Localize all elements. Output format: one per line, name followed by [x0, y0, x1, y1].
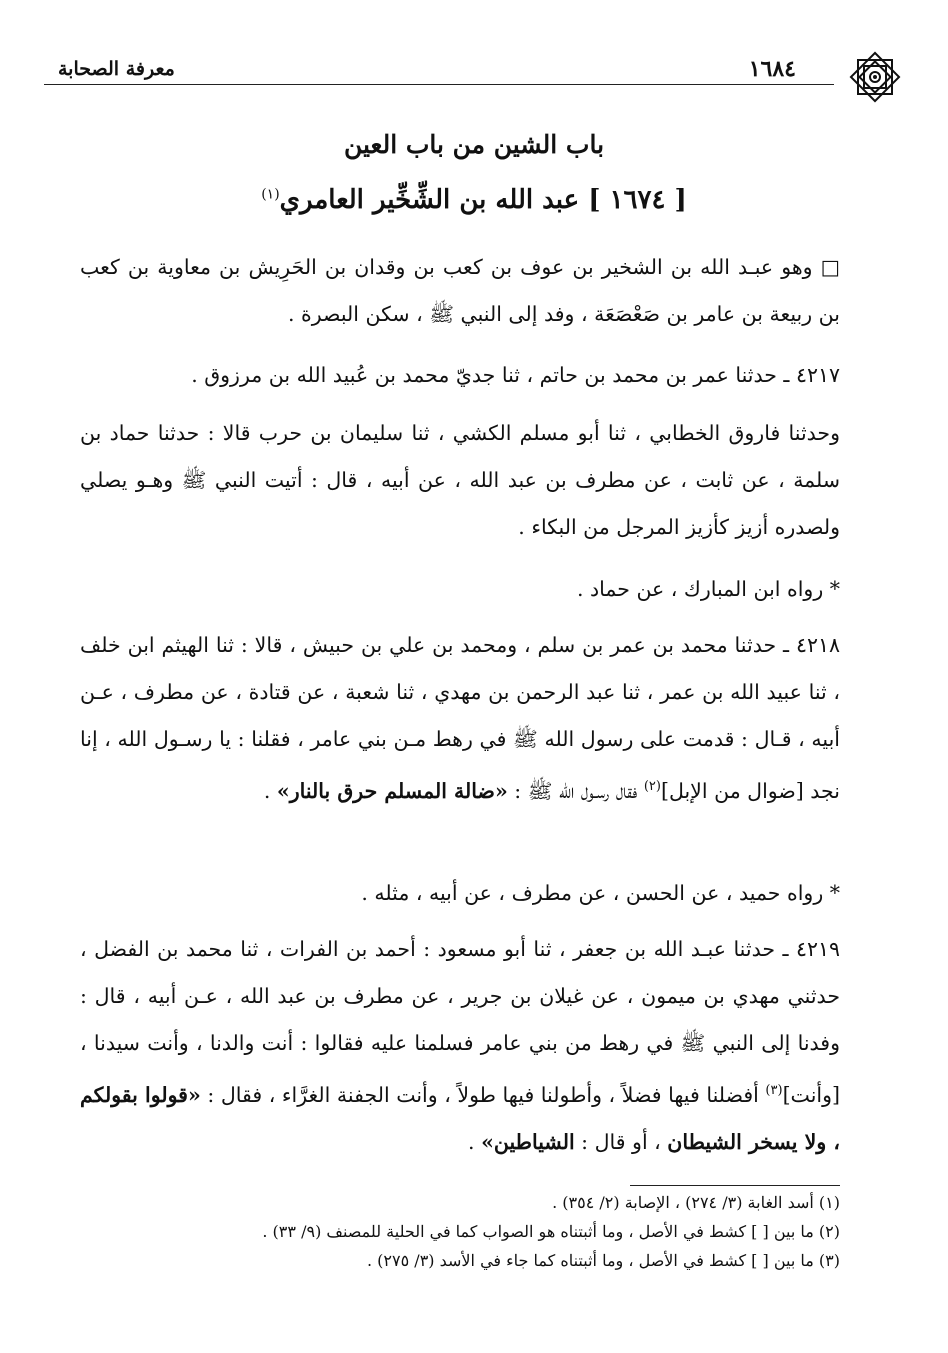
hadith-4218-body: [80, 622, 840, 815]
footnote-rule: [630, 1185, 840, 1186]
hadith-4218-note: [80, 870, 840, 917]
footnote-2: (٢) ما بين [ ] كشط في الأصل ، وما أثبتناه هو الصواب كما في الحلية للمصنف (٩/ ٣٣) .: [262, 1222, 840, 1241]
entry-title: [0, 185, 948, 215]
hadith-4219-quote-a: «قولوا بقولكم ، ولا يسخر الشيطان: [80, 1082, 840, 1154]
page-number: ١٦٨٤: [748, 56, 796, 82]
hadith-4218-text-a: ٤٢١٨ ـ حدثنا محمد بن عمر بن سلم ، ومحمد بن علي بن حبيش ، قالا : ثنا الهيثم ابن خلف ، ثنا عبيد الله بن عمر ، ثنا عبد الرحمن بن مهدي ، ثنا شعبة ، عن قتادة ، عن مطرف ، عـن أبيه ، قـال : قدمت على رسول الله ﷺ في رهط مـن بني عامر ، فقلنا : يا رسـول الله ، إنا نجد [ضوال من الإبل]: [80, 633, 840, 803]
hadith-4219-quote-b: الشياطين»: [481, 1129, 575, 1154]
hadith-4218-text-b: فقال رسـول الله ﷺ :: [507, 778, 644, 803]
hadith-4219: [80, 926, 840, 1166]
footnote-ref-3: (٣): [765, 1083, 783, 1098]
hadith-4218-quote: «ضالة المسلم حرق بالنار»: [276, 778, 508, 803]
entry-title-text: [ ١٦٧٤ ] عبد الله بن الشِّخِّير العامري: [279, 185, 687, 215]
entry-title-footnote-ref: (١): [261, 186, 280, 203]
book-title: معرفة الصحابة: [58, 58, 175, 80]
footnote-3: (٣) ما بين [ ] كشط في الأصل ، وما أثبتناه كما جاء في الأسد (٣/ ٢٧٥) .: [367, 1251, 840, 1270]
hadith-4217-body: وحدثنا فاروق الخطابي ، ثنا أبو مسلم الكشي ، ثنا سليمان بن حرب قالا : حدثنا حماد بن سلمة ، عن ثابت ، عن مطرف بن عبد الله ، عن أبيه ، قال : أتيت النبي ﷺ وهـو يصلي ولصدره أزيز كأزيز المرجل من البكاء .: [80, 421, 840, 539]
hadith-4218-narration: * رواه حميد ، عن الحسن ، عن مطرف ، عن أبيه ، مثله .: [361, 881, 840, 905]
running-header: [46, 54, 904, 102]
intro-text: □ وهو عبـد الله بن الشخير بن عوف بن كعب بن وقدان بن الحَرِيش بن معاوية بن كعب بن ربيعة بن عامر بن صَعْصَعَة ، وفد إلى النبي ﷺ ، سكن البصرة .: [80, 255, 840, 326]
hadith-4219-end: .: [468, 1129, 482, 1154]
hadith-4219-text-a: ٤٢١٩ ـ حدثنا عبـد الله بن جعفر ، ثنا أبو مسعود : أحمد بن الفرات ، ثنا محمد بن الفضل ، حدثني مهدي بن ميمون ، عن غيلان بن جرير ، عن مطرف بن عبد الله ، عـن أبيه ، قال : وفدنا إلى النبي ﷺ في رهط من بني عامر فسلمنا عليه فقالوا : أنت والدنا ، وأنت سيدنا ، [وأنت]: [80, 937, 840, 1107]
hadith-4217-text: [80, 410, 840, 551]
hadith-4217: [80, 352, 840, 399]
footnotes: [80, 1188, 840, 1275]
octagram-ornament-icon: [846, 48, 904, 106]
header-rule: [44, 84, 834, 85]
hadith-4219-body: [80, 926, 840, 1166]
biography-paragraph: [80, 244, 840, 338]
section-title: باب الشين من باب العين: [343, 130, 605, 159]
hadith-4219-text-b: أفضلنا فيها فضلاً ، وأطولنا فيها طولاً ، وأنت الجفنة الغرَّاء ، فقال :: [200, 1082, 766, 1107]
hadith-4218: [80, 622, 840, 815]
hadith-4219-text-c: ، أو قال :: [574, 1129, 668, 1154]
footnote-1: (١) أسد الغابة (٣/ ٢٧٤) ، الإصابة (٢/ ٣٥٤) .: [552, 1193, 840, 1212]
hadith-4217-narration: * رواه ابن المبارك ، عن حماد .: [577, 577, 840, 601]
hadith-4217-chain: ٤٢١٧ ـ حدثنا عمر بن محمد بن حاتم ، ثنا جديّ محمد بن عُبيد الله بن مرزوق .: [191, 363, 840, 387]
footnote-ref-2: (٢): [643, 779, 661, 794]
hadith-4217-note: [80, 566, 840, 613]
hadith-4218-end: .: [263, 778, 277, 803]
